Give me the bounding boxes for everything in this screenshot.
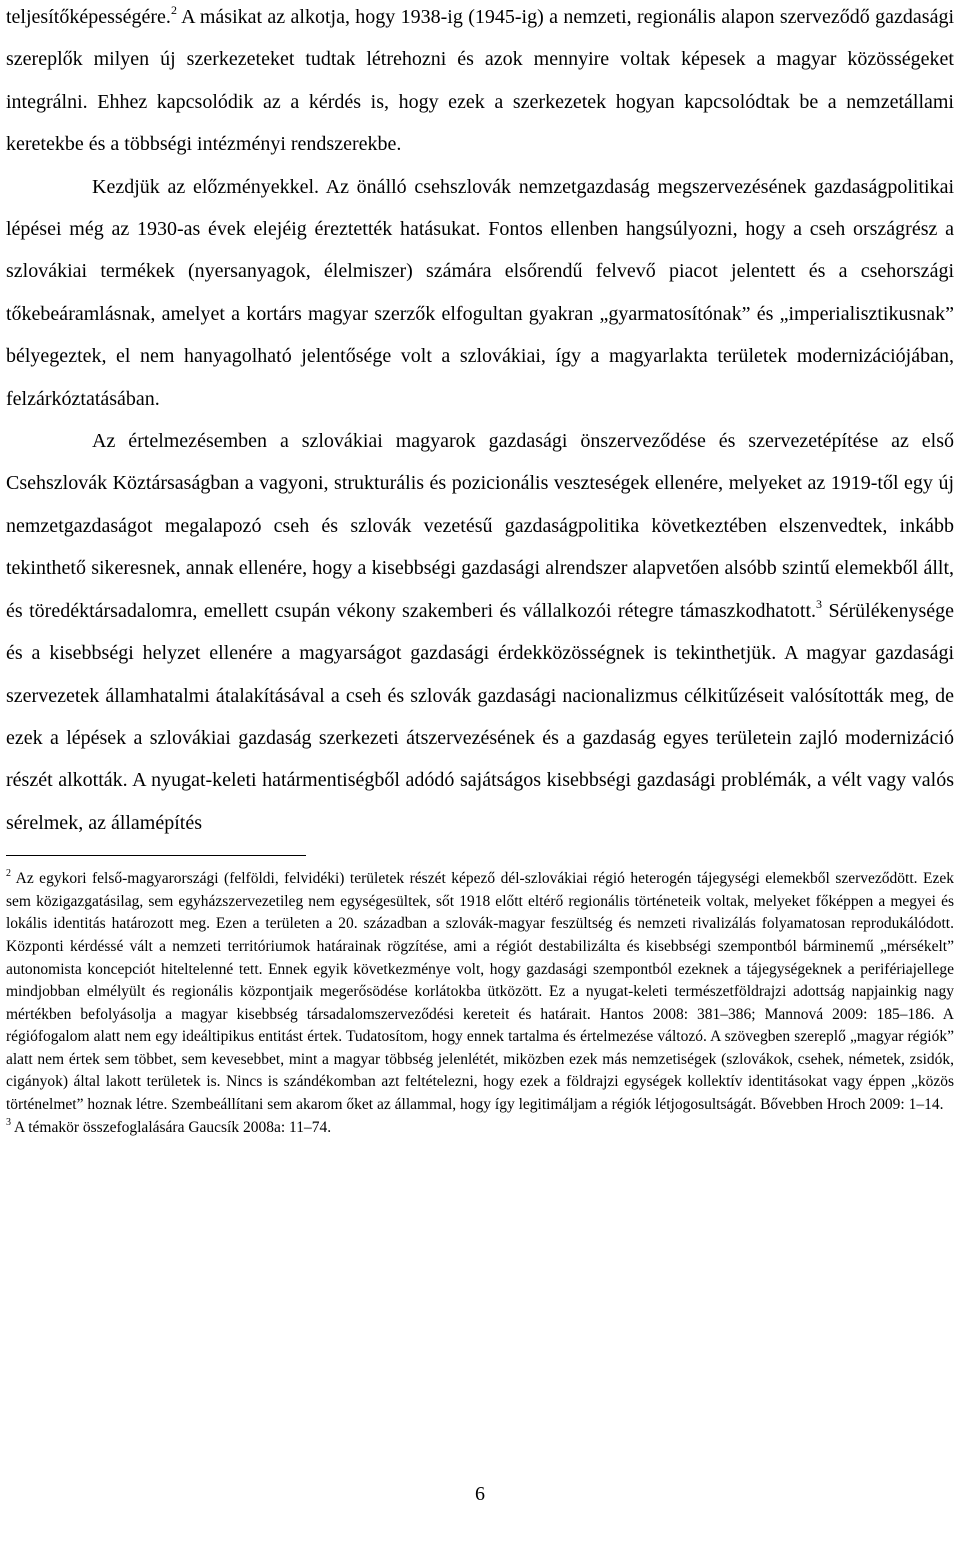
footnote-2: [6, 868, 954, 1117]
paragraph-3: [6, 420, 954, 844]
paragraph-2: Kezdjük az előzményekkel. Az önálló csehszlovák nemzetgazdaság megszervezésének gazdaságpolitikai lépései még az 1930-as évek elejéig éreztették hatásukat. Fontos ellenben hangsúlyozni, hogy a cseh országrész a szlovákiai termékek (nyersanyagok, élelmiszer) számára elsőrendű felvevő piacot jelentett és a csehországi tőkebeáramlásnak, amelyet a kortárs magyar szerzők elfogultan gyakran „gyarmatosítónak” és „imperialisztikusnak” bélyegeztek, el nem hanyagolható jelentősége volt a szlovákiai, így a magyarlakta területek modernizációjában, felzárkóztatásában.: [6, 175, 954, 410]
footnote-ref-2[interactable]: 2: [170, 3, 177, 17]
paragraph-3-start: Az értelmezésemben a szlovákiai magyarok gazdasági önszerveződése és szervezetépítése az első Csehszlovák Köztársaságban a vagyoni, strukturális és pozicionális veszteségek ellenére, melyeket az 1919-től egy új nemzetgazdaságot megalapozó cseh és szlovák vezetésű gazdaságpolitika következtében elszenvedtek, inkább tekinthető sikeresnek, annak ellenére, hogy a kisebbségi gazdasági alrendszer alapvetően alsóbb szintű elemekből állt, és töredéktársadalomra, emellett csupán vékony szakemberi és vállalkozói rétegre támaszkodhatott.: [6, 430, 954, 622]
footnote-number: 3: [6, 1116, 11, 1128]
document-page: [6, 0, 954, 1139]
paragraph-1: [6, 0, 954, 166]
footnote-text: A témakör összefoglalására Gaucsík 2008a: 11–74.: [11, 1118, 332, 1136]
footnote-ref-3[interactable]: 3: [816, 596, 823, 611]
footnotes: [6, 868, 954, 1139]
main-text: [6, 0, 954, 844]
paragraph-3-rest: Sérülékenysége és a kisebbségi helyzet ellenére a magyarságot gazdasági érdekközösségnek is tekinthetjük. A magyar gazdasági szervezetek államhatalmi átalakításával a cseh és szlovák gazdasági nacionalizmus célkitűzéseit valósították meg, de ezek a lépések a szlovákiai gazdaság szerkezeti átszervezésének és a gazdaság egyes területein zajló modernizáció részét alkották. A nyugat-keleti határmentiségből adódó sajátságos kisebbségi gazdasági problémák, a vélt vagy valós sérelmek, az államépítés: [6, 599, 954, 834]
footnote-number: 2: [6, 868, 11, 880]
footnote-text: Az egykori felső-magyarországi (felföldi, felvidéki) területek részét képező dél-szlovákiai régió heterogén tájegységi elemekből szerveződött. Ezek sem közigazgatásilag, sem egyházszervezetileg nem egységesültek, sőt 1918 előtt eltérő regionális történeteik voltak, melyeket főképpen a megyei és lokális identitás határozott meg. Ezen a területen a 20. században a szlovák-magyar feszültség és nemzeti rivalizálás folyamatosan reprodukálódott. Központi kérdéssé vált a nemzeti territóriumok határainak rögzítése, ami a régiót destabilizálta és kisebbségi szempontból bárminemű „mérsékelt” autonomista koncepciót hiteltelenné tett. Ennek egyik következménye volt, hogy gazdasági szempontból ezeknek a tájegységeknek a perifériajellege mindjobban elmélyült és regionális központjaik megerősödése korlátokba ütközött. Ez a nyugat-keleti természetföldrajzi adottság napjainkig nagy mértékben befolyásolja a magyar kisebbség társadalomszerveződési kereteit és határait. Hantos 2008: 381–386; Mannová 2009: 185–186. A régiófogalom alatt nem egy ideáltipikus entitást értek. Tudatosítom, hogy ennek tartalma és értelmezése változó. A szövegben szereplő „magyar régiók” alatt nem értek sem többet, sem kevesebbet, mint a magyar többség jelenlétét, miközben ezek más nemzetiségek (szlovákok, csehek, németek, zsidók, cigányok) által lakott területek is. Nincs is szándékomban azt feltételezni, hogy ezek a földrajzi egységek kollektív identitásokat vagy éppen „közös történelmet” hoznak létre. Szembeállítani sem akarom őket az állammal, hogy így legitimáljam a régiók létjogosultságát. Bővebben Hroch 2009: 1–14.: [6, 870, 954, 1114]
page-number: 6: [475, 1483, 485, 1505]
footnote-3: [6, 1117, 954, 1140]
paragraph-1-rest: A másikat az alkotja, hogy 1938-ig (1945-ig) a nemzeti, regionális alapon szerveződő gazdasági szereplők milyen új szerkezeteket tudtak létrehozni és azok mennyire voltak képesek a magyar közösségeket integrálni. Ehhez kapcsolódik az a kérdés is, hogy ezek a szerkezetek hogyan kapcsolódtak be a nemzetállami keretekbe és a többségi intézményi rendszerekbe.: [6, 6, 954, 156]
footnote-separator: [6, 855, 306, 856]
paragraph-1-start: teljesítőképességére.: [6, 6, 171, 28]
